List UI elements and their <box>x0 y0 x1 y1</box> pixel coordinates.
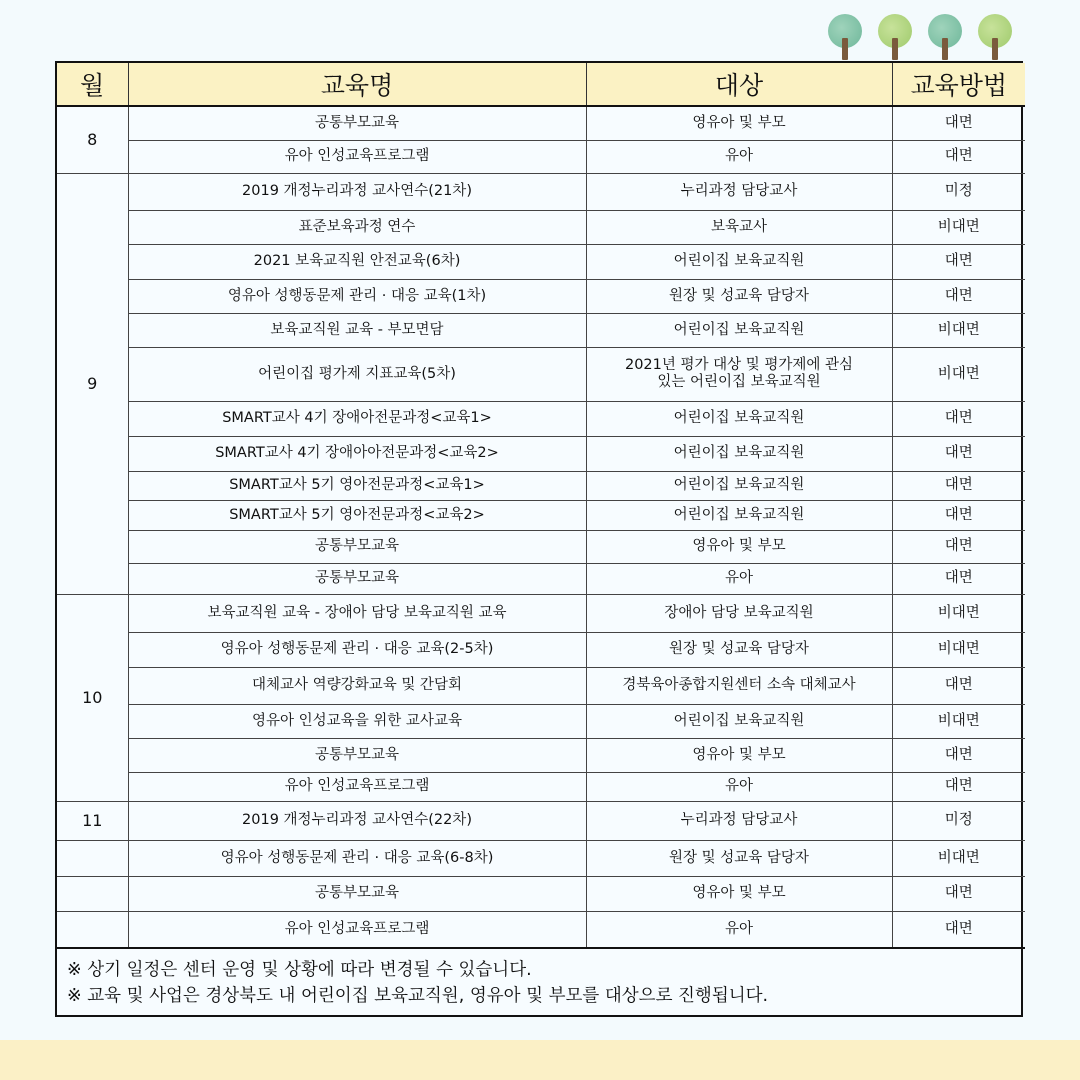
method-cell: 대면 <box>892 530 1025 563</box>
method-cell: 대면 <box>892 876 1025 911</box>
method-cell: 미정 <box>892 173 1025 210</box>
target-cell: 장애아 담당 보육교직원 <box>586 594 892 632</box>
target-cell: 어린이집 보육교직원 <box>586 704 892 738</box>
table-row <box>57 106 1025 140</box>
tree-icon <box>826 12 864 62</box>
method-cell: 대면 <box>892 140 1025 173</box>
target-cell: 누리과정 담당교사 <box>586 801 892 840</box>
name-cell: 영유아 인성교육을 위한 교사교육 <box>128 704 586 738</box>
method-cell: 비대면 <box>892 210 1025 244</box>
table-row <box>57 279 1025 313</box>
method-cell: 비대면 <box>892 704 1025 738</box>
name-cell: 영유아 성행동문제 관리 · 대응 교육(6-8차) <box>128 840 586 876</box>
table-row <box>57 594 1025 632</box>
table-row <box>57 704 1025 738</box>
table-row <box>57 244 1025 279</box>
target-cell: 어린이집 보육교직원 <box>586 471 892 500</box>
name-cell: 유아 인성교육프로그램 <box>128 911 586 948</box>
name-cell: 공통부모교육 <box>128 530 586 563</box>
target-cell: 원장 및 성교육 담당자 <box>586 279 892 313</box>
name-cell: 2019 개정누리과정 교사연수(22차) <box>128 801 586 840</box>
name-cell: 공통부모교육 <box>128 563 586 594</box>
table-row <box>57 347 1025 401</box>
table-row <box>57 911 1025 948</box>
method-cell: 대면 <box>892 500 1025 530</box>
target-cell: 유아 <box>586 772 892 801</box>
target-cell: 어린이집 보육교직원 <box>586 401 892 436</box>
name-cell: SMART교사 5기 영아전문과정<교육2> <box>128 500 586 530</box>
method-cell: 비대면 <box>892 313 1025 347</box>
header-method: 교육방법 <box>892 63 1025 106</box>
table-body <box>57 106 1025 948</box>
name-cell: 보육교직원 교육 - 장애아 담당 보육교직원 교육 <box>128 594 586 632</box>
month-cell: 9 <box>57 173 128 594</box>
name-cell: 2019 개정누리과정 교사연수(21차) <box>128 173 586 210</box>
month-cell <box>57 876 128 911</box>
name-cell: SMART교사 4기 장애아전문과정<교육1> <box>128 401 586 436</box>
name-cell: 유아 인성교육프로그램 <box>128 140 586 173</box>
target-cell: 영유아 및 부모 <box>586 106 892 140</box>
target-cell: 경북육아종합지원센터 소속 대체교사 <box>586 667 892 704</box>
name-cell: SMART교사 5기 영아전문과정<교육1> <box>128 471 586 500</box>
note-line: ※ 교육 및 사업은 경상북도 내 어린이집 보육교직원, 영유아 및 부모를 대상으로 진행됩니다. <box>67 986 769 1006</box>
target-cell: 영유아 및 부모 <box>586 530 892 563</box>
table-row <box>57 210 1025 244</box>
method-cell: 비대면 <box>892 347 1025 401</box>
method-cell: 대면 <box>892 738 1025 772</box>
target-cell: 보육교사 <box>586 210 892 244</box>
table-row <box>57 471 1025 500</box>
target-cell: 유아 <box>586 911 892 948</box>
target-cell: 원장 및 성교육 담당자 <box>586 840 892 876</box>
name-cell: 대체교사 역량강화교육 및 간담회 <box>128 667 586 704</box>
target-cell: 유아 <box>586 140 892 173</box>
month-cell: 8 <box>57 106 128 173</box>
method-cell: 대면 <box>892 911 1025 948</box>
header-name: 교육명 <box>128 63 586 106</box>
month-cell: 10 <box>57 594 128 801</box>
tree-decoration <box>826 12 1014 62</box>
schedule-table-container <box>55 61 1023 1017</box>
name-cell: 어린이집 평가제 지표교육(5차) <box>128 347 586 401</box>
table-header <box>57 63 1025 106</box>
name-cell: 보육교직원 교육 - 부모면담 <box>128 313 586 347</box>
target-cell: 원장 및 성교육 담당자 <box>586 632 892 667</box>
bottom-band <box>0 1040 1080 1080</box>
target-cell: 2021년 평가 대상 및 평가제에 관심 있는 어린이집 보육교직원 <box>586 347 892 401</box>
target-cell: 어린이집 보육교직원 <box>586 313 892 347</box>
name-cell: 영유아 성행동문제 관리 · 대응 교육(2-5차) <box>128 632 586 667</box>
table-row <box>57 876 1025 911</box>
target-cell: 어린이집 보육교직원 <box>586 436 892 471</box>
method-cell: 대면 <box>892 667 1025 704</box>
name-cell: 공통부모교육 <box>128 738 586 772</box>
name-cell: 유아 인성교육프로그램 <box>128 772 586 801</box>
method-cell: 대면 <box>892 471 1025 500</box>
table-row <box>57 313 1025 347</box>
name-cell: 공통부모교육 <box>128 106 586 140</box>
month-cell: 11 <box>57 801 128 840</box>
note-line: ※ 상기 일정은 센터 운영 및 상황에 따라 변경될 수 있습니다. <box>67 960 532 980</box>
table-row <box>57 772 1025 801</box>
target-cell: 어린이집 보육교직원 <box>586 500 892 530</box>
method-cell: 미정 <box>892 801 1025 840</box>
table-row <box>57 436 1025 471</box>
month-cell <box>57 840 128 876</box>
target-cell: 유아 <box>586 563 892 594</box>
notes <box>57 949 1021 1015</box>
table-row <box>57 563 1025 594</box>
table-row <box>57 667 1025 704</box>
method-cell: 대면 <box>892 106 1025 140</box>
header-month: 월 <box>57 63 128 106</box>
table-row <box>57 801 1025 840</box>
header-target: 대상 <box>586 63 892 106</box>
table-row <box>57 140 1025 173</box>
method-cell: 비대면 <box>892 632 1025 667</box>
table-row <box>57 840 1025 876</box>
target-cell: 영유아 및 부모 <box>586 876 892 911</box>
method-cell: 대면 <box>892 772 1025 801</box>
method-cell: 비대면 <box>892 594 1025 632</box>
target-cell: 누리과정 담당교사 <box>586 173 892 210</box>
table-row <box>57 500 1025 530</box>
table-row <box>57 632 1025 667</box>
name-cell: 공통부모교육 <box>128 876 586 911</box>
name-cell: 2021 보육교직원 안전교육(6차) <box>128 244 586 279</box>
target-cell: 영유아 및 부모 <box>586 738 892 772</box>
table-row <box>57 401 1025 436</box>
method-cell: 대면 <box>892 563 1025 594</box>
tree-icon <box>976 12 1014 62</box>
table-row <box>57 173 1025 210</box>
table-row <box>57 738 1025 772</box>
tree-icon <box>926 12 964 62</box>
tree-icon <box>876 12 914 62</box>
method-cell: 대면 <box>892 401 1025 436</box>
month-cell <box>57 911 128 948</box>
target-cell: 어린이집 보육교직원 <box>586 244 892 279</box>
method-cell: 대면 <box>892 244 1025 279</box>
schedule-table <box>57 63 1025 949</box>
method-cell: 비대면 <box>892 840 1025 876</box>
table-row <box>57 530 1025 563</box>
method-cell: 대면 <box>892 436 1025 471</box>
method-cell: 대면 <box>892 279 1025 313</box>
name-cell: SMART교사 4기 장애아아전문과정<교육2> <box>128 436 586 471</box>
name-cell: 표준보육과정 연수 <box>128 210 586 244</box>
name-cell: 영유아 성행동문제 관리 · 대응 교육(1차) <box>128 279 586 313</box>
